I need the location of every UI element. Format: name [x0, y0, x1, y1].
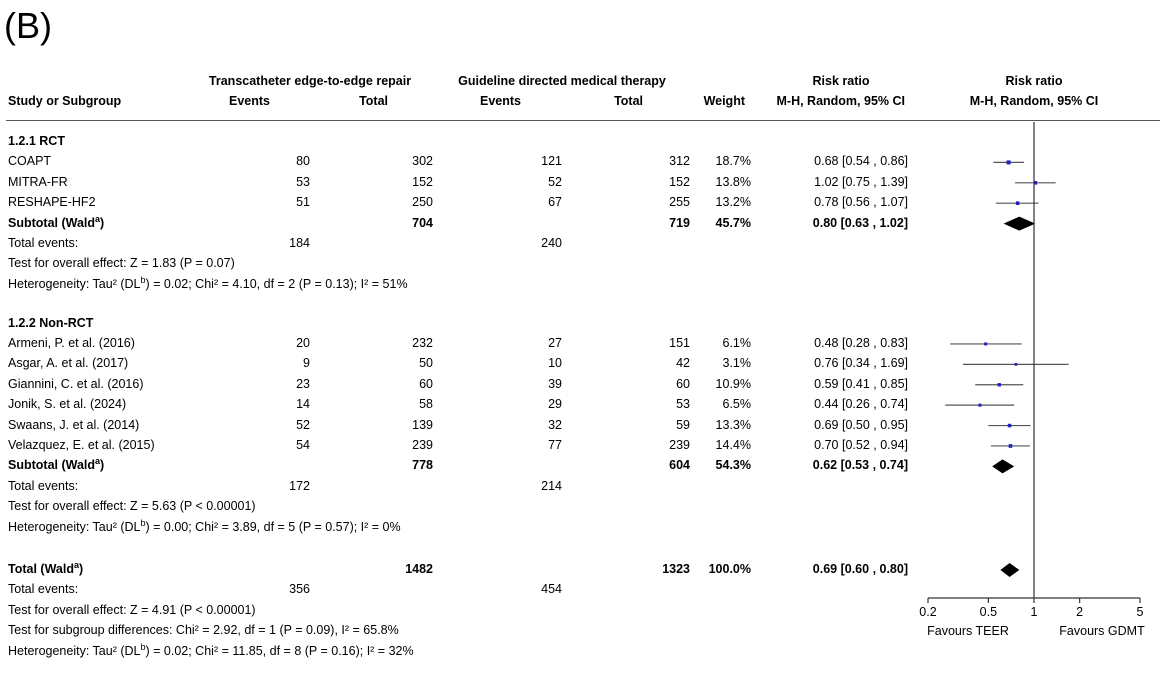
subtotal-weight: 45.7%	[715, 215, 751, 230]
events-1: 53	[296, 174, 310, 189]
heterogeneity: Heterogeneity: Tau² $(DL^b) = 0.02$; Chi² = 4.10, df = 2 (P = 0.13); I² = 51%	[8, 274, 408, 291]
total-2: 312	[669, 154, 690, 169]
events-1: 9	[303, 356, 310, 371]
total-2: 59	[676, 417, 690, 432]
x-tick-label-3: 2	[1076, 605, 1084, 619]
header-total-2: Total	[614, 94, 643, 108]
header-group2: Guideline directed medical therapy	[458, 74, 666, 88]
subtotal-total-2: 604	[669, 458, 690, 473]
weight: 13.8%	[715, 174, 751, 189]
events-1: 51	[296, 195, 310, 210]
events-2: 27	[548, 335, 562, 350]
subtotal-diamond-1	[992, 459, 1014, 473]
events-1: 14	[296, 397, 310, 412]
total-2: 239	[669, 437, 690, 452]
header-group1: Transcatheter edge-to-edge repair	[208, 74, 412, 88]
risk-ratio-ci: 0.68 [0.54 , 0.86]	[814, 154, 908, 169]
subtotal-label: Subtotal (Wald$^a$)	[8, 456, 105, 473]
x-tick-label-4: 5	[1136, 605, 1144, 619]
header-plot-title: Risk ratio	[1005, 74, 1063, 88]
events-2: 10	[548, 356, 562, 371]
risk-ratio-ci: 0.44 [0.26 , 0.74]	[814, 397, 908, 412]
events-2: 77	[548, 437, 562, 452]
overall-label: Total (Wald$^a$)	[8, 559, 84, 576]
point-estimate-3	[984, 342, 987, 345]
header-rr-method: M-H, Random, 95% CI	[776, 94, 905, 108]
weight: 18.7%	[715, 154, 751, 169]
subtotal-total-1: 778	[412, 458, 433, 473]
events-2: 29	[548, 397, 562, 412]
total-2: 42	[676, 356, 690, 371]
header-total-1: Total	[359, 94, 388, 108]
weight: 6.5%	[722, 397, 751, 412]
total-events-1: 172	[289, 478, 310, 493]
total-events-label: Total events:	[8, 236, 79, 250]
point-estimate-7	[1008, 424, 1012, 428]
heterogeneity: Heterogeneity: Tau² $(DL^b) = 0.00$; Chi² = 3.89, df = 5 (P = 0.57); I² = 0%	[8, 517, 401, 534]
total-1: 250	[412, 195, 433, 210]
total-1: 152	[412, 174, 433, 189]
events-1: 54	[296, 437, 310, 452]
subtotal-weight: 54.3%	[715, 458, 751, 473]
events-1: 80	[296, 154, 310, 169]
header-events-2: Events	[480, 94, 521, 108]
risk-ratio-ci: 0.78 [0.56 , 1.07]	[814, 195, 908, 210]
events-1: 23	[296, 376, 310, 391]
header-weight: Weight	[703, 94, 745, 108]
header-rr-title: Risk ratio	[812, 74, 870, 88]
overall-heterogeneity: Heterogeneity: Tau² $(DL^b) = 0.02$; Chi² = 11.85, df = 8 (P = 0.16); I² = 32%	[8, 641, 414, 658]
risk-ratio-ci: 0.48 [0.28 , 0.83]	[814, 335, 908, 350]
overall-diamond	[1000, 563, 1019, 577]
subtotal-total-1: 704	[412, 215, 433, 230]
risk-ratio-ci: 0.69 [0.50 , 0.95]	[814, 417, 908, 432]
study-name: Armeni, P. et al. (2016)	[8, 335, 135, 350]
study-name: COAPT	[8, 154, 52, 169]
point-estimate-8	[1009, 444, 1013, 448]
overall-total-1: 1482	[405, 562, 433, 576]
events-2: 32	[548, 417, 562, 432]
x-tick-label-1: 0.5	[979, 605, 998, 619]
weight: 14.4%	[715, 437, 751, 452]
point-estimate-0	[1007, 160, 1011, 164]
subtotal-label: Subtotal (Wald$^a$)	[8, 213, 105, 230]
favours-right-label: Favours GDMT	[1059, 624, 1145, 638]
favours-left-label: Favours TEER	[927, 624, 1009, 638]
total-2: 53	[676, 397, 690, 412]
total-2: 60	[676, 376, 690, 391]
total-1: 50	[419, 356, 433, 371]
overall-effect-test: Test for overall effect: Z = 1.83 (P = 0.07)	[8, 256, 235, 271]
subtotal-ci: 0.62 [0.53 , 0.74]	[812, 458, 908, 473]
weight: 10.9%	[715, 376, 751, 391]
subgroup-title: 1.2.1 RCT	[8, 134, 65, 148]
study-name: RESHAPE-HF2	[8, 195, 96, 210]
overall-effect-test: Test for overall effect: Z = 5.63 (P < 0.00001)	[8, 499, 256, 514]
total-1: 139	[412, 417, 433, 432]
events-1: 20	[296, 335, 310, 350]
subtotal-ci: 0.80 [0.63 , 1.02]	[812, 215, 908, 230]
overall-total-events-label: Total events:	[8, 582, 79, 597]
total-events-2: 240	[541, 236, 562, 250]
study-name: MITRA-FR	[8, 174, 68, 189]
point-estimate-5	[998, 383, 1001, 386]
study-name: Swaans, J. et al. (2014)	[8, 417, 140, 432]
events-2: 52	[548, 174, 562, 189]
point-estimate-6	[978, 404, 981, 407]
header-plot-method: M-H, Random, 95% CI	[969, 94, 1099, 108]
events-2: 67	[548, 195, 562, 210]
study-name: Velazquez, E. et al. (2015)	[8, 437, 155, 452]
total-2: 152	[669, 174, 690, 189]
weight: 3.1%	[722, 356, 751, 371]
x-tick-label-2: 1	[1030, 605, 1038, 619]
subtotal-diamond-0	[1004, 217, 1036, 231]
overall-total-events-1: 356	[289, 582, 310, 597]
subgroup-differences-test: Test for subgroup differences: Chi² = 2.92, df = 1 (P = 0.09), I² = 65.8%	[8, 623, 399, 638]
risk-ratio-ci: 1.02 [0.75 , 1.39]	[814, 174, 908, 189]
overall-weight: 100.0%	[708, 562, 751, 576]
events-1: 52	[296, 417, 310, 432]
risk-ratio-ci: 0.76 [0.34 , 1.69]	[814, 356, 908, 371]
overall-total-events-2: 454	[541, 582, 562, 597]
total-2: 151	[669, 335, 690, 350]
study-name: Asgar, A. et al. (2017)	[8, 356, 129, 371]
point-estimate-2	[1016, 201, 1020, 205]
events-2: 39	[548, 376, 562, 391]
total-events-label: Total events:	[8, 478, 79, 493]
overall-ci: 0.69 [0.60 , 0.80]	[812, 562, 908, 576]
total-1: 232	[412, 335, 433, 350]
events-2: 121	[541, 154, 562, 169]
overall-total-2: 1323	[662, 562, 690, 576]
point-estimate-4	[1015, 363, 1018, 366]
study-name: Giannini, C. et al. (2016)	[8, 376, 144, 391]
subgroup-title: 1.2.2 Non-RCT	[8, 315, 94, 330]
total-1: 239	[412, 437, 433, 452]
header-events-1: Events	[229, 94, 270, 108]
panel-label: (B)	[4, 5, 52, 46]
subtotal-total-2: 719	[669, 215, 690, 230]
total-2: 255	[669, 195, 690, 210]
weight: 13.3%	[715, 417, 751, 432]
total-1: 58	[419, 397, 433, 412]
x-tick-label-0: 0.2	[919, 605, 937, 619]
risk-ratio-ci: 0.70 [0.52 , 0.94]	[814, 437, 908, 452]
total-events-2: 214	[541, 478, 562, 493]
total-events-1: 184	[289, 236, 310, 250]
total-1: 60	[419, 376, 433, 391]
risk-ratio-ci: 0.59 [0.41 , 0.85]	[814, 376, 908, 391]
header-study: Study or Subgroup	[8, 94, 122, 108]
overall-effect-test: Test for overall effect: Z = 4.91 (P < 0.00001)	[8, 602, 256, 617]
total-1: 302	[412, 154, 433, 169]
study-name: Jonik, S. et al. (2024)	[8, 397, 127, 412]
weight: 13.2%	[715, 195, 751, 210]
weight: 6.1%	[722, 335, 751, 350]
